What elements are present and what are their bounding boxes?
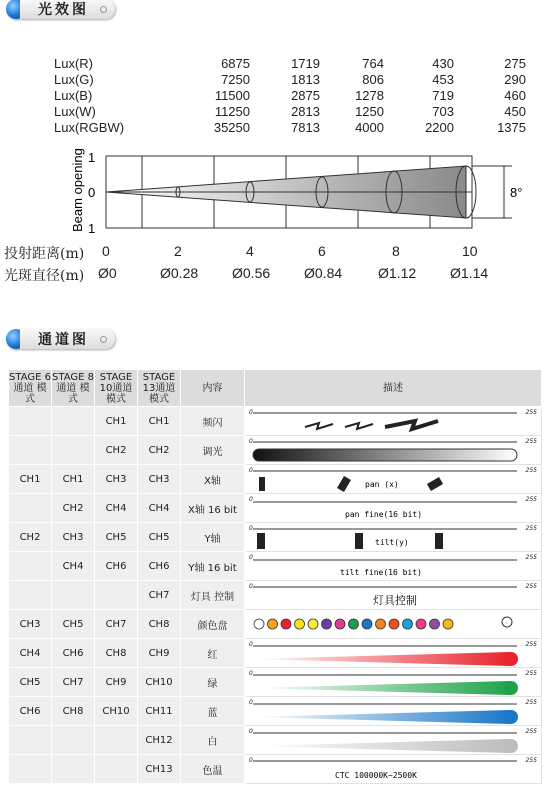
cell-c6: [9, 552, 52, 581]
col-header: 描述: [245, 370, 542, 407]
svg-text:tilt(y): tilt(y): [375, 538, 409, 547]
diameter-row: 光斑直径(m) Ø0 Ø0.28 Ø0.56 Ø0.84 Ø1.12 Ø1.14: [4, 265, 489, 284]
cell-c8: CH7: [52, 668, 95, 697]
cell-content: 白: [181, 726, 245, 755]
cell-c10: CH10: [95, 697, 138, 726]
section-header-light-effect: [6, 0, 115, 22]
dot-icon: [100, 6, 107, 13]
cell-c13: CH8: [138, 610, 181, 639]
lux-table: [54, 56, 526, 136]
cell-content: X轴: [181, 465, 245, 494]
cell-desc: 灯具控制 0 255: [245, 581, 542, 610]
cell-content: 色温: [181, 755, 245, 784]
cell-c8: CH5: [52, 610, 95, 639]
cell-desc: 0 255: [245, 697, 542, 726]
beam-tick-mid: 0: [88, 185, 96, 200]
cell-content: 绿: [181, 668, 245, 697]
cell-desc: 0 255: [245, 726, 542, 755]
cell-c6: CH6: [9, 697, 52, 726]
lux-row: Lux(W) 11250 2813 1250 703 450: [54, 104, 526, 119]
cell-c6: [9, 436, 52, 465]
cell-c6: [9, 494, 52, 523]
col-header: STAGE 10通道 模式: [95, 370, 138, 407]
cell-c10: CH2: [95, 436, 138, 465]
cell-c8: CH2: [52, 494, 95, 523]
cell-c13: CH3: [138, 465, 181, 494]
cell-desc: tilt(y) 0 255: [245, 523, 542, 552]
cell-c13: CH2: [138, 436, 181, 465]
cell-c10: CH6: [95, 552, 138, 581]
cell-desc: CTC 100000K~2500K 0 255: [245, 755, 542, 784]
cell-desc: pan (x) 0 255: [245, 465, 542, 494]
cell-content: 灯具 控制: [181, 581, 245, 610]
cell-c6: [9, 726, 52, 755]
cell-c13: CH11: [138, 697, 181, 726]
table-header-row: [9, 370, 542, 407]
cell-c6: CH4: [9, 639, 52, 668]
cell-c6: CH5: [9, 668, 52, 697]
cell-c8: CH1: [52, 465, 95, 494]
cell-c13: CH13: [138, 755, 181, 784]
cell-c8: CH8: [52, 697, 95, 726]
cell-c13: CH12: [138, 726, 181, 755]
table-row: [9, 726, 542, 755]
table-row: [9, 552, 542, 581]
cell-c6: CH3: [9, 610, 52, 639]
cell-c13: CH1: [138, 407, 181, 436]
section-header-channel: [6, 326, 115, 352]
lux-row: Lux(R) 6875 1719 764 430 275: [54, 56, 526, 71]
channel-table: [8, 369, 542, 784]
cell-c13: CH10: [138, 668, 181, 697]
table-row: [9, 436, 542, 465]
section-title: 光效图: [38, 2, 89, 18]
col-header: 内容: [181, 370, 245, 407]
cell-c13: CH7: [138, 581, 181, 610]
svg-text:pan (x): pan (x): [365, 480, 399, 489]
beam-diagram: [0, 140, 548, 240]
col-header: STAGE 13通道 模式: [138, 370, 181, 407]
cell-c10: CH9: [95, 668, 138, 697]
svg-text:CTC 100000K~2500K: CTC 100000K~2500K: [335, 771, 417, 780]
table-row: [9, 523, 542, 552]
dot-icon: [100, 336, 107, 343]
cell-content: 红: [181, 639, 245, 668]
col-header: STAGE 6通道 模式: [9, 371, 51, 405]
cell-c10: CH1: [95, 407, 138, 436]
cell-desc: tilt fine(16 bit) 0 255: [245, 552, 542, 581]
beam-tick-bottom: 1: [88, 221, 96, 236]
cell-c10: CH4: [95, 494, 138, 523]
cell-c8: CH6: [52, 639, 95, 668]
cell-c8: CH4: [52, 552, 95, 581]
svg-text:pan fine(16 bit): pan fine(16 bit): [345, 510, 423, 519]
beam-opening-label: Beam opening: [70, 148, 85, 232]
beam-tick-top: 1: [88, 150, 96, 165]
cell-c10: CH7: [95, 610, 138, 639]
cell-desc: pan fine(16 bit) 0 255: [245, 494, 542, 523]
cell-c8: [52, 436, 95, 465]
cell-c6: [9, 407, 52, 436]
cell-c6: [9, 755, 52, 784]
svg-text:灯具控制: 灯具控制: [373, 594, 417, 607]
cell-desc: 0 255: [245, 407, 542, 436]
cell-c8: [52, 407, 95, 436]
beam-angle-label: 8°: [510, 185, 523, 200]
cell-content: Y轴: [181, 523, 245, 552]
cell-content: 频闪: [181, 407, 245, 436]
lux-row: Lux(B) 11500 2875 1278 719 460: [54, 88, 526, 103]
cell-c8: [52, 755, 95, 784]
cell-content: 蓝: [181, 697, 245, 726]
cell-desc: 0 255: [245, 436, 542, 465]
cell-c10: CH3: [95, 465, 138, 494]
cell-desc: 0 255: [245, 639, 542, 668]
distance-row: 投射距离(m) 0 2 4 6 8 10: [4, 243, 478, 262]
cell-c6: [9, 581, 52, 610]
lux-row: Lux(G) 7250 1813 806 453 290: [54, 72, 526, 87]
table-row: [9, 697, 542, 726]
table-row: [9, 581, 542, 610]
table-row: [9, 639, 542, 668]
table-row: [9, 668, 542, 697]
cell-c10: CH8: [95, 639, 138, 668]
table-row: [9, 494, 542, 523]
cell-c13: CH5: [138, 523, 181, 552]
cell-c10: [95, 726, 138, 755]
cell-content: X轴 16 bit: [181, 494, 245, 523]
cell-c10: CH5: [95, 523, 138, 552]
cell-c8: [52, 581, 95, 610]
cell-c6: CH1: [9, 465, 52, 494]
svg-text:tilt fine(16 bit): tilt fine(16 bit): [340, 568, 422, 577]
cell-desc: [245, 610, 542, 639]
table-row: [9, 755, 542, 784]
col-header: STAGE 8通道 模式: [52, 371, 94, 405]
cell-c13: CH9: [138, 639, 181, 668]
table-row: [9, 407, 542, 436]
section-title: 通道图: [38, 332, 89, 348]
cell-c8: [52, 726, 95, 755]
cell-c10: [95, 581, 138, 610]
cell-content: 颜色盘: [181, 610, 245, 639]
cell-content: Y轴 16 bit: [181, 552, 245, 581]
cell-c13: CH6: [138, 552, 181, 581]
table-row: [9, 465, 542, 494]
cell-c6: CH2: [9, 523, 52, 552]
lux-row: Lux(RGBW) 35250 7813 4000 2200 1375: [54, 120, 526, 135]
cell-desc: 0 255: [245, 668, 542, 697]
cell-content: 调光: [181, 436, 245, 465]
table-row: [9, 610, 542, 639]
cell-c13: CH4: [138, 494, 181, 523]
cell-c10: [95, 755, 138, 784]
cell-c8: CH3: [52, 523, 95, 552]
